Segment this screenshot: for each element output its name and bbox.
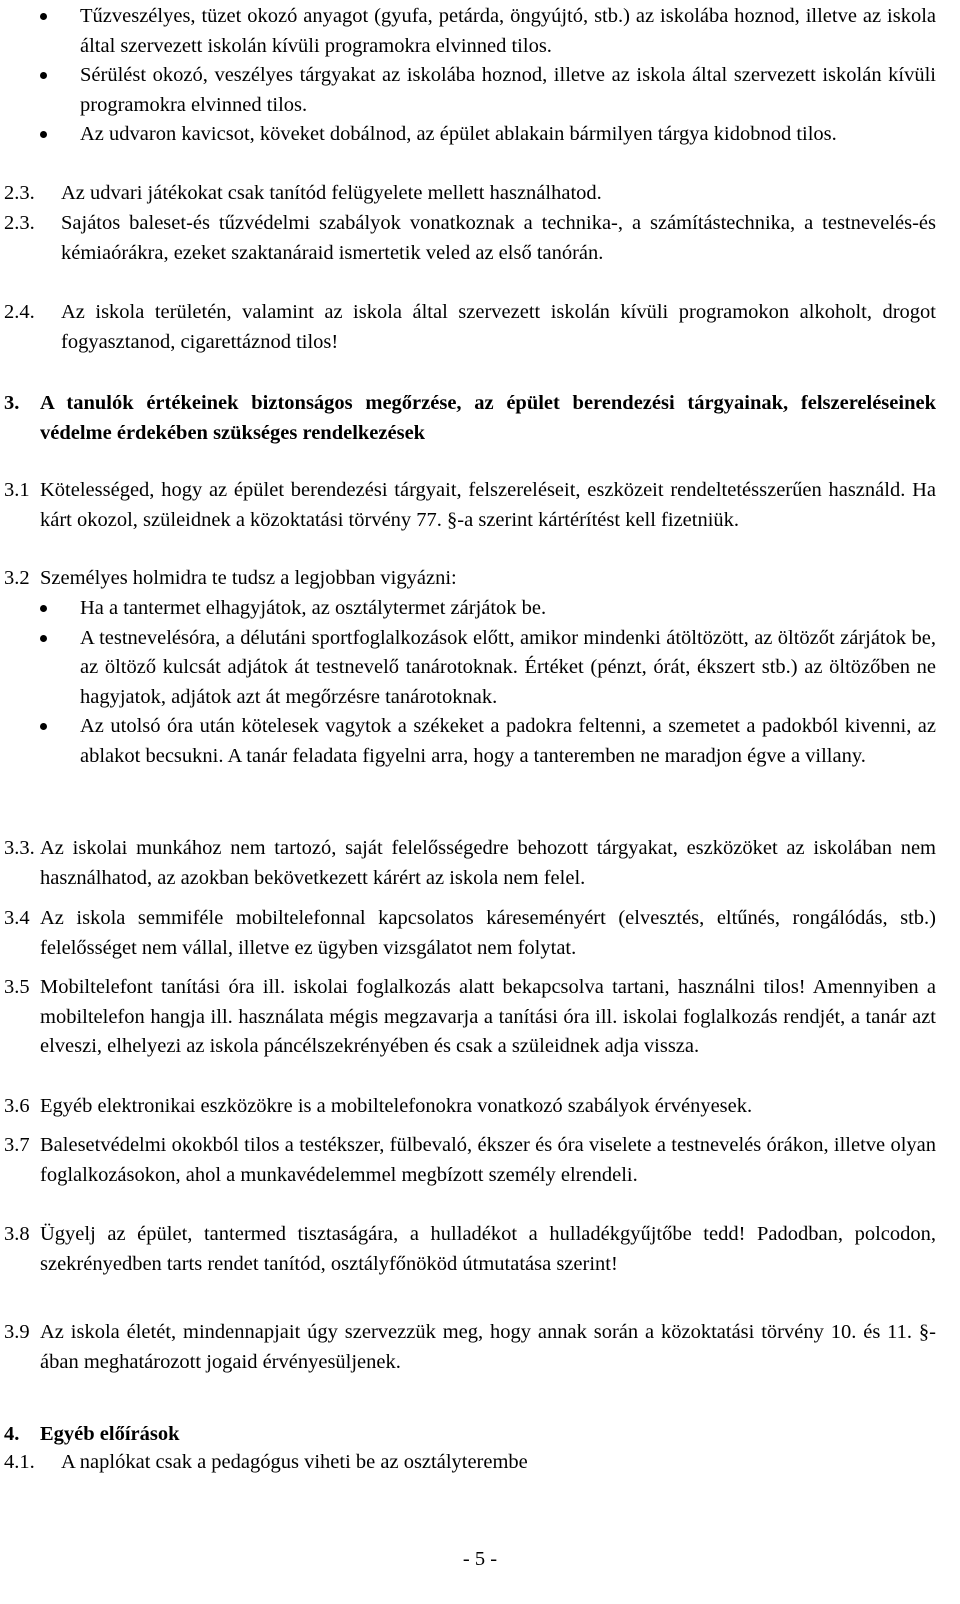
bullet-icon (38, 594, 80, 624)
list-item: Sérülést okozó, veszélyes tárgyakat az iskolába hoznod, illetve az iskola által szervezett iskolán kívüli programokra elvinned tilos. (38, 61, 936, 120)
list-item: Az udvaron kavicsot, köveket dobálnod, az épület ablakain bármilyen tárgya kidobnod tilos. (38, 120, 936, 150)
page-number: - 5 - (462, 1548, 498, 1570)
bullet-list-top (38, 2, 936, 150)
list-item: A testnevelésóra, a délutáni sportfoglalkozások előtt, amikor mindenki átöltözött, az öltözőt zárjátok be, az öltöző kulcsát adjátok át testnevelő tanárotoknak. Értéket (pénzt, órát, ékszert stb.) az öltözőben ne hagyjatok, adjátok azt át megőrzésre tanárotoknak. (38, 624, 936, 713)
bullet-icon (38, 2, 80, 61)
document-page: Tűzveszélyes, tüzet okozó anyagot (gyufa, petárda, öngyújtó, stb.) az iskolába hoznod, illetve az iskola által szervezett iskolán kívüli programokra elvinned tilos. Sérülést okozó, veszélyes tárgyakat az iskolába hoznod, illetve az iskola által szervezett iskolán kívüli programokra elvinned tilos. Az udvaron kavicsot, köveket dobálnod, az épület ablakain bármilyen tárgya kidobnod tilos. 2.3. Az udvari játékokat csak tanítód felügyelete mellett használhatod. 2.3. Sajátos baleset-és tűzvédelmi szabályok vonatkoznak a technika-, a számítástechnika, a testnevelés-és kémiaórákra, ezeket szaktanáraid ismertetik veled az első tanórán. 2.4. Az iskola területén, valamint az iskola által szervezett iskolán kívüli programokon alkoholt, drogot fogyasztanod, cigarettáznod tilos! 3. A tanulók értékeinek biztonságos megőrzése, az épület berendezési tárgyainak, felszereléseinek védelme érdekében szükséges rendelkezések 3.1 Kötelességed, hogy az épület berendezési tárgyait, felszereléseit, eszközeit rendeltetésszerűen használd. Ha kárt okozol, szüleidnek a közoktatási törvény 77. §-a szerint kártérítést kell fizetniük. 3.2 Személyes holmidra te tudsz a legjobban vigyázni: Ha a tantermet elhagyjátok, az osztálytermet zárjátok be. A testnevelésóra, a délutáni sportfoglalkozások előtt, amikor mindenki átöltözött, az öltözőt zárjátok be, az öltöző kulcsát adjátok át testnevelő tanárotoknak. Értéket (pénzt, órát, ékszert stb.) az öltözőben ne hagyjatok, adjátok azt át megőrzésre tanárotoknak. Az utolsó óra után kötelesek vagytok a székeket a padokra feltenni, a szemetet a padokból kivenni, az ablakot becsukni. A tanár feladata figyelni arra, hogy a tanteremben ne maradjon égve a villany. 3.3. Az iskolai munkához nem tartozó, saját felelősségedre behozott tárgyakat, eszközöket az iskolában nem használhatod, az azokban bekövetkezett kárért az iskola nem felel. 3.4 Az iskola semmiféle mobiltelefonnal kapcsolatos káreseményért (elvesztés, eltűnés, rongálódás, stb.) felelősséget nem vállal, illetve ez ügyben vizsgálatot nem folytat. 3.5 Mobiltelefont tanítási óra ill. iskolai foglalkozás alatt bekapcsolva tartani, használni tilos! Amennyiben a mobiltelefon hangja ill. használata mégis megzavarja a tanítási óra ill. iskolai foglalkozás rendjét, a tanár azt elveszi, elhelyezi az iskola páncélszekrényében és csak a szüleidnek adja vissza. 3.6 Egyéb elektronikai eszközökre is a mobiltelefonokra vonatkozó szabályok érvényesek. 3.7 Balesetvédelmi okokból tilos a testékszer, fülbevaló, ékszer és óra viselete a testnevelés órákon, illetve olyan foglalkozásokon, ahol a munkavédelemmel megbízott személy elrendeli. 3.8 Ügyelj az épület, tantermed tisztaságára, a hulladékot a hulladékgyűjtőbe tedd! Padodban, polcodon, szekrényedben tarts rendet tanítód, osztályfőnököd útmutatása szerint! 3.9 Az iskola életét, mindennapjait úgy szervezzük meg, hogy annak során a közoktatási törvény 10. és 11. §-ában meghatározott jogaid érvényesüljenek. 4. Egyéb előírások 4.1. A naplókat csak a pedagógus viheti be az osztályterembe - 5 - (0, 0, 960, 1604)
list-item: Ha a tantermet elhagyjátok, az osztálytermet zárjátok be. (38, 594, 936, 624)
list-item: Tűzveszélyes, tüzet okozó anyagot (gyufa, petárda, öngyújtó, stb.) az iskolába hoznod, illetve az iskola által szervezett iskolán kívüli programokra elvinned tilos. (38, 2, 936, 61)
bullet-icon (38, 120, 80, 150)
bullet-list-3-2 (38, 594, 936, 771)
bullet-icon (38, 624, 80, 713)
bullet-icon (38, 61, 80, 120)
list-item: Az utolsó óra után kötelesek vagytok a székeket a padokra feltenni, a szemetet a padokból kivenni, az ablakot becsukni. A tanár feladata figyelni arra, hogy a tanteremben ne maradjon égve a villany. (38, 712, 936, 771)
bullet-icon (38, 712, 80, 771)
